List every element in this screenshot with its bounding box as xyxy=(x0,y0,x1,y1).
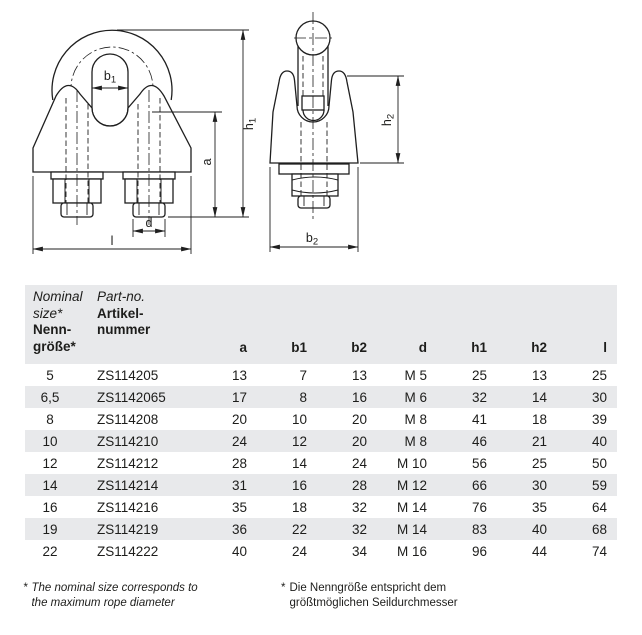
cell-part-no: ZS114212 xyxy=(97,455,159,471)
cell-l: 50 xyxy=(591,455,607,471)
table-row xyxy=(25,386,617,408)
table-row xyxy=(25,518,617,540)
cell-b1: 18 xyxy=(291,499,307,515)
header-dim-l: l xyxy=(603,339,607,355)
washer-side xyxy=(279,164,349,174)
cell-nominal-size: 14 xyxy=(42,477,58,493)
cell-part-no: ZS114210 xyxy=(97,433,159,449)
cell-a: 17 xyxy=(231,389,247,405)
dimension-label-h2: $h_2$ xyxy=(380,113,397,127)
footnote-german xyxy=(281,581,458,611)
header-part-no: Part-no. Artikel- nummer xyxy=(75,285,197,364)
cell-b1: 24 xyxy=(291,543,307,559)
cell-b1: 16 xyxy=(291,477,307,493)
cell-part-no: ZS114208 xyxy=(97,411,159,427)
specification-table xyxy=(25,285,617,562)
cell-nominal-size: 6,5 xyxy=(40,389,60,405)
cell-nominal-size: 12 xyxy=(42,455,58,471)
footnote-marker: * xyxy=(281,582,286,594)
cell-l: 30 xyxy=(591,389,607,405)
cell-a: 28 xyxy=(231,455,247,471)
cell-b2: 28 xyxy=(351,477,367,493)
cell-a: 20 xyxy=(231,411,247,427)
dimension-label-h1: $h_1$ xyxy=(242,117,259,131)
footnote-english xyxy=(23,581,198,611)
footnote-en-line2: the maximum rope diameter xyxy=(31,597,175,609)
rope-seat-arc xyxy=(303,110,324,121)
table-row xyxy=(25,452,617,474)
cell-part-no: ZS114214 xyxy=(97,477,159,493)
table-row xyxy=(25,408,617,430)
cell-d: M 8 xyxy=(404,411,427,427)
cell-b2: 13 xyxy=(351,367,367,383)
table-row xyxy=(25,540,617,562)
cell-h1: 46 xyxy=(471,433,487,449)
cell-h1: 66 xyxy=(471,477,487,493)
cell-b2: 20 xyxy=(351,433,367,449)
header-part-en: Part-no. xyxy=(97,289,146,304)
cell-h1: 25 xyxy=(471,367,487,383)
dimension-label-l: l xyxy=(110,234,114,248)
cell-part-no: ZS114216 xyxy=(97,499,159,515)
cell-d: M 10 xyxy=(396,455,427,471)
footnote-marker: * xyxy=(23,582,28,594)
cell-b2: 32 xyxy=(351,499,367,515)
cell-part-no: ZS114222 xyxy=(97,543,159,559)
cell-part-no: ZS1142065 xyxy=(97,389,166,405)
cell-d: M 12 xyxy=(396,477,427,493)
cell-b2: 24 xyxy=(351,455,367,471)
header-dim-h1: h1 xyxy=(471,339,487,355)
cell-h2: 35 xyxy=(531,499,547,515)
cell-h2: 25 xyxy=(531,455,547,471)
cell-a: 13 xyxy=(231,367,247,383)
side-view-drawing xyxy=(270,12,404,252)
cell-nominal-size: 5 xyxy=(46,367,54,383)
cell-h1: 56 xyxy=(471,455,487,471)
cell-d: M 14 xyxy=(396,521,427,537)
front-view-drawing xyxy=(33,30,259,254)
cell-nominal-size: 8 xyxy=(46,411,54,427)
bolt-end-side xyxy=(298,196,330,208)
table-body xyxy=(25,364,617,562)
wire-rope-clip-drawings xyxy=(0,0,642,272)
cell-b1: 8 xyxy=(299,389,307,405)
cell-l: 68 xyxy=(591,521,607,537)
footnote-de-line2: größtmöglichen Seildurchmesser xyxy=(289,597,458,609)
cell-a: 24 xyxy=(231,433,247,449)
cell-h2: 18 xyxy=(531,411,547,427)
header-dim-h2: h2 xyxy=(531,339,547,355)
table-row xyxy=(25,430,617,452)
cell-nominal-size: 10 xyxy=(42,433,58,449)
cell-d: M 6 xyxy=(404,389,427,405)
cell-d: M 14 xyxy=(396,499,427,515)
cell-a: 36 xyxy=(231,521,247,537)
cell-b1: 12 xyxy=(291,433,307,449)
cell-part-no: ZS114219 xyxy=(97,521,159,537)
cell-b2: 32 xyxy=(351,521,367,537)
header-part-de: Artikel- xyxy=(97,305,144,321)
header-dim-d: d xyxy=(418,339,427,355)
cell-nominal-size: 19 xyxy=(42,521,58,537)
cell-d: M 8 xyxy=(404,433,427,449)
cell-b1: 22 xyxy=(291,521,307,537)
footnote-de-line1: Die Nenngröße entspricht dem xyxy=(289,582,447,594)
cell-nominal-size: 22 xyxy=(42,543,58,559)
table-header xyxy=(25,285,617,364)
cell-l: 39 xyxy=(591,411,607,427)
clamp-body-side xyxy=(270,71,358,163)
cell-part-no: ZS114205 xyxy=(97,367,159,383)
cell-l: 64 xyxy=(591,499,607,515)
dimension-label-a: a xyxy=(200,158,214,166)
header-dim-b1: b1 xyxy=(291,339,307,355)
cell-nominal-size: 16 xyxy=(42,499,58,515)
cell-l: 74 xyxy=(591,543,607,559)
cell-h2: 44 xyxy=(531,543,547,559)
cell-h2: 13 xyxy=(531,367,547,383)
table-row xyxy=(25,364,617,386)
cell-l: 59 xyxy=(591,477,607,493)
cell-b1: 14 xyxy=(291,455,307,471)
cell-b1: 10 xyxy=(291,411,307,427)
cell-a: 35 xyxy=(231,499,247,515)
cell-h2: 21 xyxy=(531,433,547,449)
table-row xyxy=(25,496,617,518)
table-row xyxy=(25,474,617,496)
cell-d: M 16 xyxy=(396,543,427,559)
dimension-label-d: d xyxy=(145,216,153,230)
header-nominal-size: Nominal size* Nenn- größe* xyxy=(33,289,83,354)
cell-h1: 83 xyxy=(471,521,487,537)
cell-h2: 40 xyxy=(531,521,547,537)
cell-h1: 32 xyxy=(471,389,487,405)
footnote-en-line1: The nominal size corresponds to xyxy=(31,582,198,594)
u-bolt-opening xyxy=(92,54,128,126)
header-nominal-de: Nenn- xyxy=(33,322,72,337)
cell-a: 40 xyxy=(231,543,247,559)
cell-b2: 34 xyxy=(351,543,367,559)
cell-h2: 30 xyxy=(531,477,547,493)
cell-d: M 5 xyxy=(404,367,427,383)
cell-h1: 41 xyxy=(471,411,487,427)
drawing-area xyxy=(0,0,642,272)
header-dim-b2: b2 xyxy=(351,339,367,355)
cell-h2: 14 xyxy=(531,389,547,405)
cell-l: 40 xyxy=(591,433,607,449)
cell-b1: 7 xyxy=(299,367,307,383)
dimension-label-b2: $b_2$ xyxy=(305,231,319,248)
cell-h1: 96 xyxy=(471,543,487,559)
cell-b2: 20 xyxy=(351,411,367,427)
header-dim-a: a xyxy=(239,339,247,355)
cell-h1: 76 xyxy=(471,499,487,515)
dimension-label-b1: $b_1$ xyxy=(103,69,117,86)
cell-b2: 16 xyxy=(351,389,367,405)
header-nominal-en: Nominal xyxy=(33,289,83,304)
cell-a: 31 xyxy=(231,477,247,493)
cell-l: 25 xyxy=(591,367,607,383)
